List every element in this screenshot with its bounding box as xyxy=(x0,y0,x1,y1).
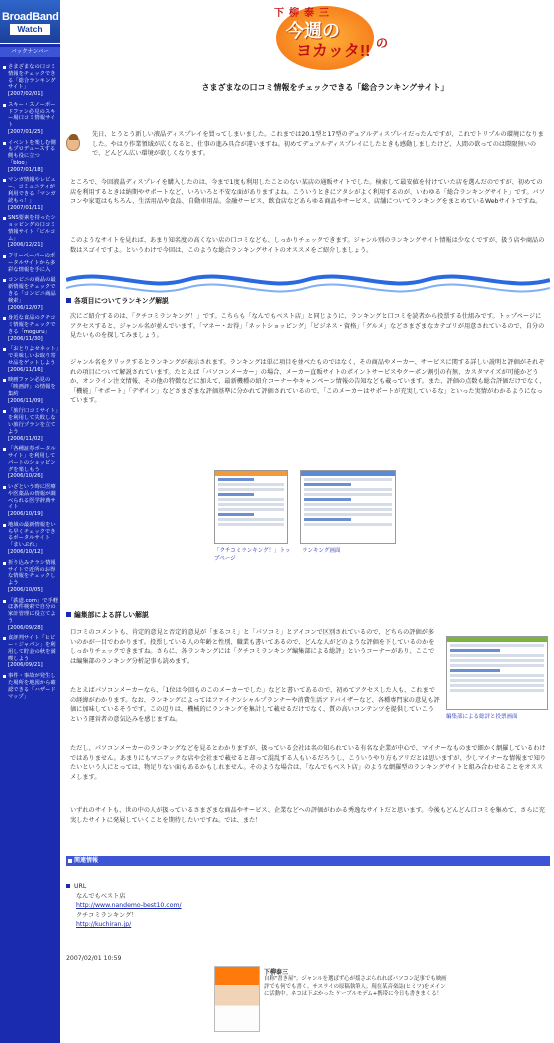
backnumber-item-title: 地域の最新情報をいち早くチェックできるポータルサイト「まいぷれ」 xyxy=(8,521,56,549)
intro-paragraph-1: 先日、とうとう新しい液晶ディスプレイを買ってしまいました。これまでは20.1型と17型のデュアルディスプレイだったんですが、これでトリプルの環境になりました。やはり作業領域が広くなると、仕事の進み具合が違いますね。初めてデュアルディスプレイにしたときも感動しましたけど、人間の欲ってのは際限無いので、どんどん広い環境が欲しくなります。 xyxy=(92,131,544,158)
backnumber-item-date: [2007/02/01] xyxy=(8,91,43,98)
backnumber-item-title: いざという時に医療や医薬品の情報が調べられる医学辞典サイト xyxy=(8,484,56,511)
backnumber-item-title: スキー・スノーボードファン必見のスキー場口コミ情報サイト xyxy=(8,101,56,129)
backnumber-list xyxy=(3,64,59,704)
section-2-paragraph-2: たとえばパソコンメーカーなら、「1位は今回ものこのメーカーでした」などと書いてあるので、初めてアクセスした人も、これまでの経緯がわかります。なお、ランキングによってはファイナンシャルプランナーや消費生活アドバイザーなど、各種専門家の意見も評価に加味しているそうです。この辺りは、機械的にランキングを集計して載せるだけでなく、質の高いコンテンツを提供していこうという運営者の意気込みを感じますね。 xyxy=(70,687,440,723)
backnumber-item-date: [2006/11/16] xyxy=(8,366,43,373)
caption-top-page: 「クチコミランキング！」トップページ xyxy=(214,548,291,562)
backnumber-item[interactable] xyxy=(3,346,59,373)
backnumber-item[interactable] xyxy=(3,140,59,174)
author-name: 下柳泰三 xyxy=(264,969,289,976)
backnumber-item[interactable] xyxy=(3,64,59,98)
backnumber-item-date: [2007/01/11] xyxy=(8,204,43,211)
backnumber-item-date: [2006/10/19] xyxy=(8,511,43,518)
site-logo[interactable] xyxy=(0,0,60,44)
caption-editorial-review: 編集部による総評と投票画面 xyxy=(446,714,518,720)
title-line-2: ヨカッタ!! xyxy=(296,43,371,60)
backnumber-item-date: [2006/11/30] xyxy=(8,335,43,342)
backnumber-item-title: 「旅行口コミサイト」を利用して失敗しない旅行プランを立てよう xyxy=(8,408,58,435)
backnumber-item-date: [2007/01/18] xyxy=(8,166,43,173)
backnumber-item-date: [2006/11/02] xyxy=(8,435,43,442)
wave-divider xyxy=(66,268,550,298)
article-title: さまざまなの口コミ情報をチェックできる「総合ランキングサイト」 xyxy=(201,83,449,92)
backnumber-item-date: [2006/12/07] xyxy=(8,304,43,311)
backnumber-label: バックナンバー xyxy=(0,47,60,57)
backnumber-item[interactable] xyxy=(3,377,59,404)
backnumber-item-title: 「各種証券ポータルサイト」を利用してパートのショッピングを楽しもう xyxy=(8,446,56,473)
backnumber-item-date: [2006/10/12] xyxy=(8,549,43,555)
backnumber-item[interactable] xyxy=(3,253,59,273)
backnumber-item-date: [2006/12/21] xyxy=(8,242,43,249)
logo-text-top: BroadBand xyxy=(2,11,59,23)
related-site-1-name: なんでもベスト店 xyxy=(76,892,126,900)
section-2-paragraph-4: いずれのサイトも、世の中の人が扱っているさまざまな商品やサービス、企業などへの評価がわかる秀逸なサイトだと思います。今後もどんどん口コミを集めて、さらに充実したサイトに発展していくことを期待したいですね。では、また！ xyxy=(70,807,545,824)
backnumber-item-date: [2006/10/26] xyxy=(8,473,43,480)
section-1-paragraph-2: ジャンル名をクリックするとランキングが表示されます。ランキングは単に項目を並べたものではなく、その商品やメーカー、サービスに関する詳しい説明と評価がそれぞれの項目について解説されています。たとえば「パソコンメーカー」の場合、メーカー直販サイトのポイントサービスやクーポン割引の有無、カスタマイズが可能かどうか、オンライン注文情報、その他の特徴などに加えて、最新機種の紹介コーナーやキャンペーン情報の告知なども載っています。また、評価の点数も総合評価だけでなく、「機能」「サポート」「デザイン」などさまざまな評価基準に分かれて評価されているので、「このメーカーはサポートが充実しているな」といった実情がわかるようになっています。 xyxy=(70,359,546,405)
backnumber-item[interactable] xyxy=(3,446,59,480)
backnumber-item[interactable] xyxy=(3,560,59,594)
backnumber-item[interactable] xyxy=(3,522,59,556)
backnumber-item[interactable] xyxy=(3,277,59,311)
backnumber-item-date: [2006/09/21] xyxy=(8,662,43,669)
author-face-icon xyxy=(66,135,80,151)
backnumber-item-title: フリーペーパーのポータルサイトから多彩な情報を手に入 xyxy=(8,253,56,273)
backnumber-item-date: [2006/10/05] xyxy=(8,586,43,593)
backnumber-item[interactable] xyxy=(3,598,59,632)
sidebar xyxy=(0,0,60,1043)
screenshot-top-page[interactable] xyxy=(214,470,288,544)
backnumber-item-date: [2006/09/28] xyxy=(8,624,43,631)
backnumber-item-title: 折り込みチラシ情報サイトで近所のお得な情報をチェックしよう xyxy=(8,559,56,587)
section-2-heading: 編集部による詳しい解説 xyxy=(66,610,149,621)
backnumber-item-title: イベントを楽しむ側もプロデュースする側も役に立つ「bloo」 xyxy=(8,139,56,166)
intro-paragraph-2: ところで、今回液晶ディスプレイを購入したのは、今まで1度も利用したことのない某店の通販サイトでした。検索して最安値を付けていた店を選んだのですが、初めての店を利用するときは納期やサポートなど、いろいろと不安な面がありますよね。こういうときにアタシがよく利用するのが、いわゆる「総合ランキングサイト」です。パソコンや家電はもちろん、生活用品や食品、自動車用品、金融サービス、飲食店などあらゆる商品やサービス、店舗についてランキングをまとめているWebサイトですね。 xyxy=(70,179,545,206)
related-site-1-link[interactable]: http://www.nandemo-best10.com/ xyxy=(76,902,182,910)
backnumber-item[interactable] xyxy=(3,408,59,442)
backnumber-item[interactable] xyxy=(3,673,59,700)
backnumber-item-title: 食評判サイト「ヒビー・ジャパン」を利用して貯金の秋を満喫しよう xyxy=(8,635,56,662)
title-suffix: の xyxy=(376,36,389,50)
publish-date: 2007/02/01 10:59 xyxy=(66,955,122,962)
series-author: 下柳泰三 xyxy=(274,8,334,19)
backnumber-item-title: 事件・事故が発生した場所を地図から確認できる「ハザードマップ」 xyxy=(8,673,56,700)
column-title-logo xyxy=(270,4,410,74)
section-1-paragraph-1: 次にご紹介するのは、「クチコミランキング！」です。こちらも「なんでもベスト店」と同じように、ランキングと口コミを読者から投票する仕組みです。トップページにアクセスすると、ジャンル名が並んでいます。「マネー・お得」「ネットショッピング」「ビジネス・資格」「グルメ」などさまざまなカテゴリが用意されているので、自分の見たいものを探してみましょう。 xyxy=(70,313,545,340)
caption-ranking-page: ランキング画面 xyxy=(302,548,341,554)
url-label: URL xyxy=(66,882,366,892)
backnumber-item-title: 「おとりよせネット」で美味しいお取り寄せ品をゲットしよう xyxy=(8,346,59,366)
author-profile xyxy=(214,966,454,1036)
backnumber-item-title: マンガ情報やレビュー、コミュニティが利用できる「マンガ読もっ！」 xyxy=(8,177,56,204)
title-line-1: 今週の xyxy=(286,21,340,41)
related-site-2-link[interactable]: http://kuchiran.jp/ xyxy=(76,921,132,929)
backnumber-item[interactable] xyxy=(3,635,59,669)
related-info-header: 関連情報 xyxy=(66,856,550,866)
backnumber-item[interactable] xyxy=(3,102,59,136)
screenshot-editorial-review[interactable] xyxy=(446,636,548,710)
section-1-heading: 各項目についてランキング解説 xyxy=(66,296,169,307)
backnumber-item-title: SNS要素を持ったショッピングの口コミ情報サイト「ビルコム」 xyxy=(8,215,56,242)
backnumber-item[interactable] xyxy=(3,484,59,518)
backnumber-item-title: コンビニの商品の最新情報をチェックできる「コンビニ商品検索」 xyxy=(8,277,56,304)
backnumber-item-title: 「鉄道.com」で手軽ほ条件検索で自分の家計管理に役立てよう xyxy=(8,597,59,624)
backnumber-item-title: 映画ファン必見の「映画評」の情報を集約 xyxy=(8,377,56,397)
section-2-paragraph-3: ただし、パソコンメーカーのランキングなどを見るとわかりますが、扱っている会社は名の知られている有名な企業が中心で、マイナーなものまで細かく網羅しているわけではありません。あまりにもマニアックな店や会社まで載せると却って混乱する人もいるだろうし、こういうやり方もアリだとは思いますが、少しマイナーな情報まで知りたいという人にとっては、物足りない面もあるかもしれません。そのような場合は、「なんでもベスト店」のような網羅型のランキングサイトと組み合わせることをオススメします。 xyxy=(70,745,546,781)
backnumber-item[interactable] xyxy=(3,315,59,342)
backnumber-item-date: [2006/11/09] xyxy=(8,397,43,404)
backnumber-item-title: 身近な食品のクチコミ情報をチェックできる「moguru」 xyxy=(8,315,56,335)
logo-text-bottom: Watch xyxy=(10,24,50,35)
related-site-2-name: クチコミランキング！ xyxy=(76,911,138,919)
intro-paragraph-3: このようなサイトを見れば、あまり知名度の高くない店の口コミなども、しっかりチェックできます。ジャンル別のランキングサイト情報は少なくですが、扱う店や商品の数はスゴイですよ。というわけで今回は、このような総合ランキングサイトのオススメをご紹介しましょう。 xyxy=(70,237,545,254)
backnumber-item[interactable] xyxy=(3,215,59,249)
author-photo xyxy=(214,966,260,1032)
backnumber-item-title: さまざまなの口コミ情報をチェックできる「総合ランキングサイト」 xyxy=(8,64,56,91)
screenshot-ranking-page[interactable] xyxy=(300,470,396,544)
author-bio: 自称"書き屋"。ジャンルを選ばず心が揺さぶられればパソコン記事でも映画評でも何でも書く。サスライの原稿執筆人。現在某音楽誌(ヒミツ)をメインに活動中。ネコは下ぶかった ケーブルモデム+携帯に今日も書きまくる！ xyxy=(264,976,447,998)
backnumber-item[interactable] xyxy=(3,177,59,211)
section-2-paragraph-1: 口コミのコメントも、肯定的意見と否定的意見が「まるコミ」と「パソコミ」とアイコンで区別されているので、どちらの評価が多いのかが一目でわかります。投票している人の年齢と性別、職業も書いてあるので、どんな人がどのような評価を下しているのかをしっかりチェックできますね。さらに、各ランキングには「クチコミランキング編集部による総評」というコーナーがあり、ここでは編集部のランキング分析記事も読めます。 xyxy=(70,629,435,665)
backnumber-item-date: [2007/01/25] xyxy=(8,128,43,135)
related-info xyxy=(66,882,366,930)
